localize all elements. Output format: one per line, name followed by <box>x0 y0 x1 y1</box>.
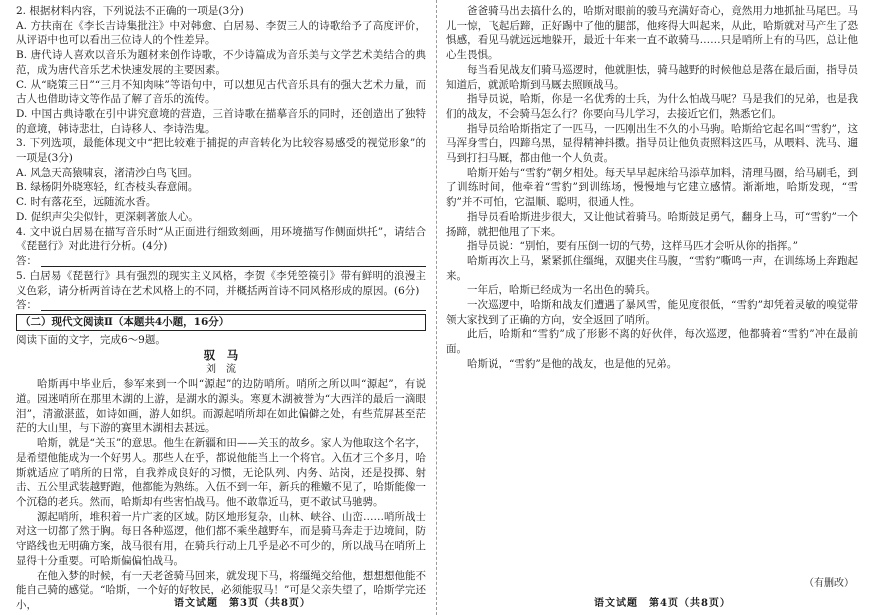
page-divider <box>436 0 437 615</box>
story-paragraph: 在他入梦的时候，有一天老爸骑马回来，就发现下马，将缰绳交给他，想想想他能不能自己骑的感觉。“哈斯，一个好的好牧民，必须能驭马！”可是父亲失望了，哈斯学完还小， <box>16 569 426 611</box>
story-paragraph: 爸爸骑马出去搞什么的，哈斯对眼前的骏马充满好奇心，竟然用力地抓扯马尾巴。马儿一惊，飞起后蹄，正好踢中了他的腿部，他疼得大叫起来，从此，哈斯就对马产生了恐惧感，看见马就远远地躲开，最近十年来一直不敢骑马……只是哨所上有的马匹，总让他心生畏惧。 <box>446 5 858 62</box>
story-title: 驭 马 <box>203 348 239 363</box>
story-paragraph: 哈斯，就是“关玉”的意思。他生在新疆和田——关玉的故乡。家人为他取这个名字，是希望他能成为一个好男人。那些人在乎，都说他能当上一个将官。入伍才三个多月，哈斯就适应了哨所的日常，自我养成良好的习惯，无论队列、内务、站岗，还是投掷、射击、五公里武装越野跑，他都能为熟练。入伍不到一年，新兵的稚嫩不见了，哈斯能像一个沉稳的老兵。然而，哈斯却有些害怕战马。他不敢靠近马，更不敢试马驰骋。 <box>16 437 426 508</box>
source-note: （有删改） <box>804 578 854 589</box>
q2-option-b: B. 唐代诗人喜欢以音乐为题材来创作诗歌，不少诗篇成为音乐美与文学艺术美结合的典范，成为唐代音乐艺术快速发展的主要因素。 <box>16 49 426 76</box>
q2-option-a: A. 方扶南在《李长吉诗集批注》中对韩愈、白居易、李贺三人的诗歌给予了高度评价，从评语中也可以看出三位诗人的个性差异。 <box>16 19 426 47</box>
question-5: 5. 白居易《琵琶行》具有强烈的现实主义风格，李贺《李凭箜篌引》带有鲜明的浪漫主义色彩，请分析两首诗在艺术风格上的不同，并概括两首诗不同风格形成的原因。(6分) <box>16 269 426 297</box>
story-paragraph: 哈斯再中毕业后，参军来到一个叫“源起”的边防哨所。哨所之所以叫“源起”，有说道。园迷哨所在那里木湖的上游，是湖水的源头。寒夏木湖被誉为“大西洋的最后一滴眼泪”，清澈湛蓝，如诗如画，游人如织。而源起哨所却在如此偏僻之处，有些荒屏甚至茫茫的大山里，与下游的赛里木湖相去甚远。 <box>16 378 426 435</box>
story-paragraph: 指导员给哈斯指定了一匹马，一匹刚出生不久的小马驹。哈斯给它起名叫“雪豹”，这马浑身雪白，四蹄乌黑，显得精神抖擞。指导员让他负责照料这匹马，从喂料、洗马、遛马到打扫马厩，都由他一个人负责。 <box>446 122 858 165</box>
q3-option-b: B. 绿杨阴外晓寒轻，红杏枝头春意闹。 <box>16 181 199 194</box>
q3-option-c: C. 时有落花至，远随流水香。 <box>16 196 157 209</box>
story-paragraph: 指导员说：“别怕，要有压倒一切的气势，这样马匹才会听从你的指挥。” <box>467 240 798 253</box>
question-4: 4. 文中说白居易在描写音乐时“从正面进行细致刻画，用环境描写作侧面烘托”，请结合《琵琶行》对此进行分析。(4分) <box>16 225 426 253</box>
question-2: 2. 根据材料内容，下列说法不正确的一项是(3分) <box>16 5 244 17</box>
story-paragraph: 指导员说，哈斯，你是一名优秀的士兵，为什么怕战马呢？马是我们的兄弟，也是我们的战友，不会骑马怎么行？你要向马儿学习，去接近它们，熟悉它们。 <box>446 93 858 120</box>
story-author: 刘 流 <box>206 364 236 376</box>
story-paragraph: 此后，哈斯和“雪豹”成了形影不离的好伙伴，每次巡逻，他都骑着“雪豹”冲在最前面。 <box>446 328 858 356</box>
q4-answer-label: 答： <box>16 254 37 267</box>
q5-answer-line[interactable] <box>16 298 426 313</box>
q5-answer-underline <box>41 300 426 311</box>
story-paragraph: 哈斯再次上马，紧紧抓住缰绳，双腿夹住马腹，“雪豹”嘶鸣一声，在训练场上奔跑起来。 <box>446 254 858 282</box>
q3-option-a: A. 风急天高猿啸哀，渚清沙白鸟飞回。 <box>16 166 199 179</box>
section-header-box <box>16 314 426 331</box>
story-paragraph: 源起哨所，堆积着一片广袤的区域。防区地形复杂，山林、峡谷、山峦……哨所战士对这一切都了然于胸。每日各种巡逻，他们都不乘坐越野车，而是骑马奔走于边境间，防守路线也无明确方案，战马很有用，在骑兵行动上几乎是必不可少的，所以战马在哨所上显得十分重要。可哈斯偏偏怕战马。 <box>16 510 426 567</box>
story-paragraph: 每当看见战友们骑马巡逻时，他就胆怯，骑马越野的时候他总是落在最后面，指导员知道后，就派哈斯到马厩去照顾战马。 <box>446 63 858 91</box>
q2-option-d: D. 中国古典诗歌在引中讲究意境的营造，三首诗歌在描摹音乐的同时，还创造出了独特的意境，韩诗悲壮，白诗移人、李诗浩鬼。 <box>16 107 426 135</box>
q2-option-c: C. 从“晓策三日”“三月不知肉味”等语句中，可以想见古代音乐具有的强大艺术力量，而古人也借助诗文等作品了解了音乐的流传。 <box>16 78 426 106</box>
page-footer: 语文试题 第3页（共8页） <box>174 598 311 609</box>
section-instruction: 阅读下面的文字，完成6～9题。 <box>16 333 166 346</box>
story-paragraph: 哈斯开始与“雪豹”朝夕相处。每天早早起床给马添草加料，清理马圈，给马刷毛，到了训练时间，他牵着“雪豹”到训练场，慢慢地与它建立感情。渐渐地，哈斯发现，“雪豹”并不可怕，它温顺、聪明，很通人性。 <box>446 166 858 209</box>
page-4 <box>446 4 858 611</box>
page-3 <box>16 4 426 611</box>
q3-option-d: D. 促织声尖尖似针，更深刺著旅人心。 <box>16 210 199 223</box>
q4-answer-line[interactable] <box>16 254 426 269</box>
story-paragraph: 一次巡逻中，哈斯和战友们遭遇了暴风雪，能见度很低，“雪豹”却凭着灵敏的嗅觉带领大家找到了正确的方向，安全返回了哨所。 <box>446 299 858 326</box>
question-3: 3. 下列选项，最能体现文中“把比较难于捕捉的声音转化为比较容易感受的视觉形象”的一项是(3分) <box>16 137 426 165</box>
story-paragraph: 哈斯说，“雪豹”是他的战友，也是他的兄弟。 <box>467 357 678 370</box>
q5-answer-label: 答： <box>16 299 37 312</box>
page-footer: 语文试题 第4页（共8页） <box>594 598 731 609</box>
story-paragraph: 一年后，哈斯已经成为一名出色的骑兵。 <box>467 284 656 297</box>
section-title: （二）现代文阅读Ⅱ（本题共4小题，16分） <box>20 316 230 329</box>
q4-answer-underline <box>41 256 426 267</box>
story-paragraph: 指导员看哈斯进步很大，又让他试着骑马。哈斯鼓足勇气，翻身上马，可“雪豹”一个扬蹄，就把他甩了下来。 <box>446 210 858 238</box>
